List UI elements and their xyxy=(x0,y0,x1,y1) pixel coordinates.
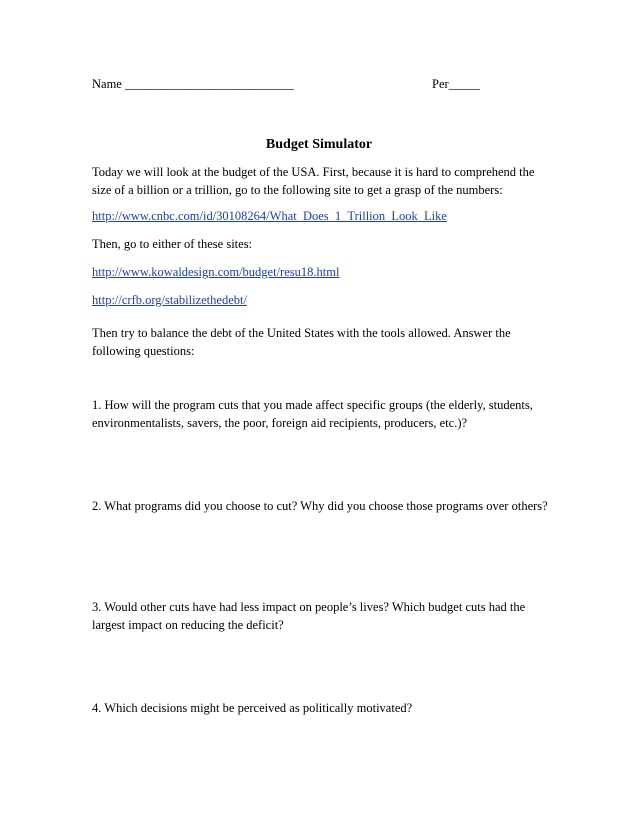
link-paragraph-1 xyxy=(92,207,552,225)
intro-paragraph: Today we will look at the budget of the USA. First, because it is hard to comprehend the size of a billion or a trillion, go to the following site to get a grasp of the numbers: xyxy=(92,165,535,197)
instructions-paragraph: Then try to balance the debt of the United States with the tools allowed. Answer the following questions: xyxy=(92,326,511,358)
document-title: Budget Simulator xyxy=(265,137,373,152)
then-paragraph: Then, go to either of these sites: xyxy=(92,237,253,251)
period-field-label: Per_____ xyxy=(432,77,480,91)
question-4: 4. Which decisions might be perceived as politically motivated? xyxy=(92,701,413,715)
question-1: 1. How will the program cuts that you made affect specific groups (the elderly, students, environmentalists, savers, the poor, foreign aid recipients, producers, etc.)? xyxy=(92,398,533,430)
link-paragraph-3 xyxy=(92,291,552,309)
question-2: 2. What programs did you choose to cut? Why did you choose those programs over others? xyxy=(92,499,548,513)
crfb-link[interactable]: http://crfb.org/stabilizethedebt/ xyxy=(92,293,247,307)
question-3: 3. Would other cuts have had less impact on people’s lives? Which budget cuts had the largest impact on reducing the deficit? xyxy=(92,600,526,632)
name-field-label: Name ___________________________ xyxy=(92,77,294,91)
kowaldesign-link[interactable]: http://www.kowaldesign.com/budget/resu18.html xyxy=(92,265,340,279)
trillion-link[interactable]: http://www.cnbc.com/id/30108264/What_Does_1_Trillion_Look_Like xyxy=(92,209,447,223)
link-paragraph-2 xyxy=(92,263,552,281)
